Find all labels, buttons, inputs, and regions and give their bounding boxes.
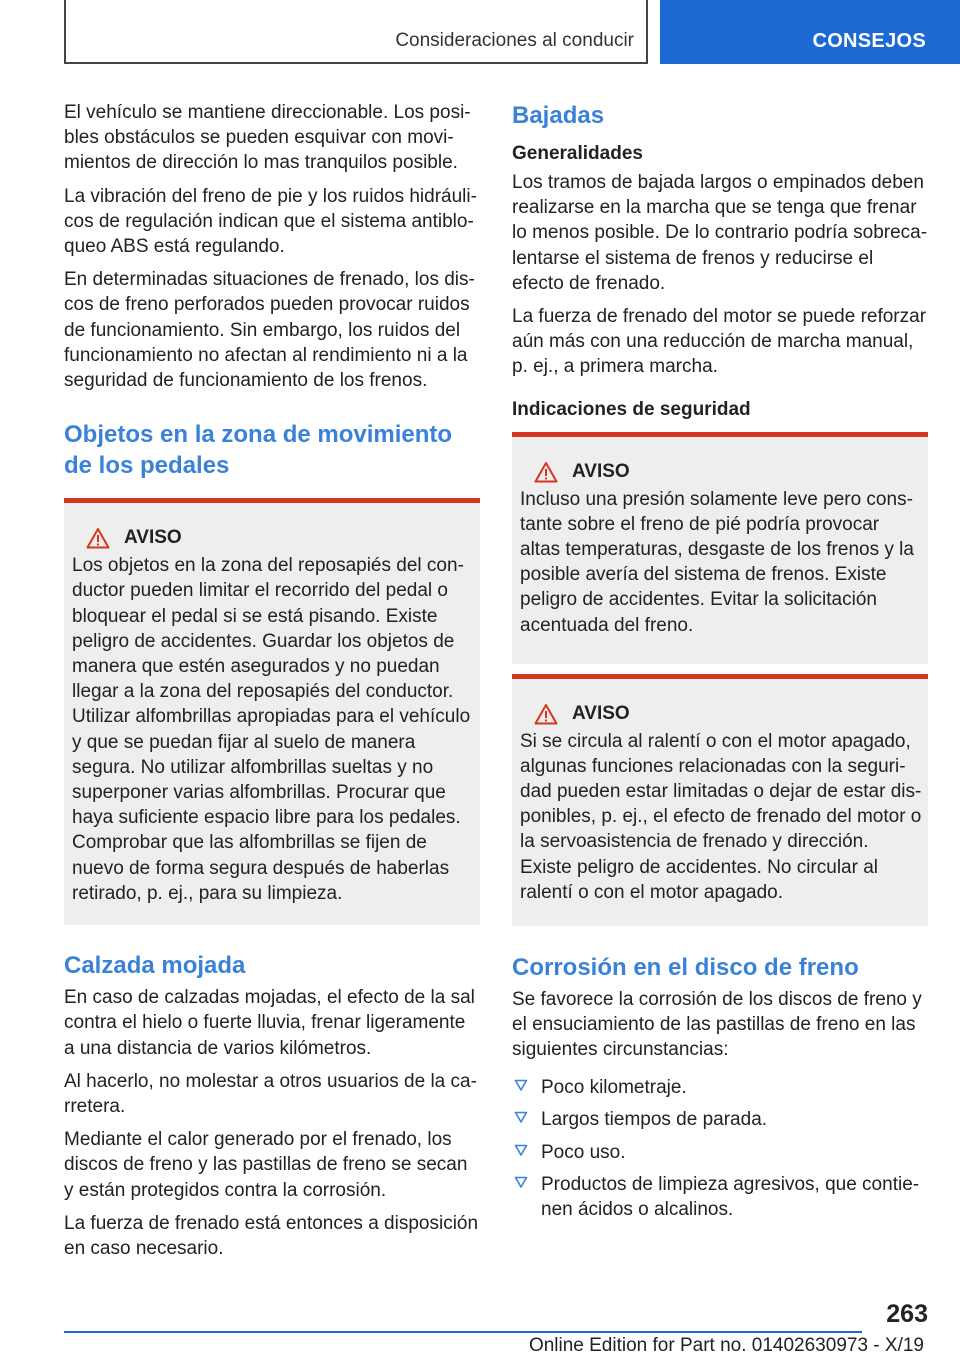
header-section-title: Consideraciones al conducir <box>395 30 634 51</box>
header-chapter-tab[interactable] <box>660 0 960 64</box>
page-number: 263 <box>886 1300 928 1328</box>
list-item-text: Productos de limpieza agresivos, que contienen ácidos o alcalinos. <box>541 1173 920 1221</box>
subheading-safety: Indicaciones de seguridad <box>512 398 751 420</box>
triangle-bullet-icon <box>514 1110 528 1124</box>
list-item <box>512 1172 928 1222</box>
warning-box-brake-pressure <box>512 432 928 664</box>
paragraph: Se favorece la corrosión de los discos de freno y el ensuciamiento de las pastillas de freno en las siguientes circunstancias: <box>512 988 922 1061</box>
warning-box-idle <box>512 674 928 926</box>
paragraph: Mediante el calor generado por el frenado, los discos de freno y las pastillas de freno se secan y están protegidos contra la corrosión. <box>64 1129 468 1201</box>
paragraph: El vehículo se mantiene direccionable. Los posibles obstáculos se pueden esquivar con movimientos de dirección lo mas tranquilos posible. <box>64 102 471 174</box>
subheading-general: Generalidades <box>512 143 643 164</box>
warning-title: AVISO <box>572 460 630 482</box>
warning-title: AVISO <box>572 702 630 724</box>
heading-wet-road: Calzada mojada <box>64 952 246 980</box>
heading-descents: Bajadas <box>512 102 605 129</box>
paragraph: Al hacerlo, no molestar a otros usuarios de la carretera. <box>64 1070 477 1118</box>
header-chapter-title: CONSEJOS <box>812 30 926 52</box>
triangle-bullet-icon <box>514 1143 528 1157</box>
warning-text: Los objetos en la zona del reposapiés del conductor pueden limitar el recorrido del pedal o bloquear el pedal si se está pisando. Existe peligro de accidentes. Guardar los objetos de manera que estén asegurados y no puedan llegar a la zona del reposapiés del conductor. Utilizar alfombrillas apropiadas para el vehículo y que se puedan fijar al suelo de manera segura. No utilizar alfombrillas sueltas y no superponer varias alfombrillas. Procurar que haya suficiente espacio libre para los pedales. Comprobar que las alfombrillas se fijen de nuevo de forma segura después de haberlas retirado, p. ej., para su limpieza. <box>72 555 471 904</box>
warning-triangle-icon <box>534 461 558 483</box>
list-item-text: Poco uso. <box>541 1141 626 1163</box>
warning-triangle-icon <box>534 703 558 725</box>
footer-edition: Online Edition for Part no. 01402630973 - X/19 <box>528 1335 924 1356</box>
warning-title: AVISO <box>124 527 182 549</box>
paragraph: La fuerza de frenado está entonces a disposición en caso necesario. <box>64 1212 479 1260</box>
triangle-bullet-icon <box>514 1175 528 1189</box>
warning-box-pedals <box>64 498 480 925</box>
warning-text: Incluso una presión solamente leve pero constante sobre el freno de pié podría provocar altas temperaturas, desgaste de los frenos y la posible avería del sistema de frenos. Existe peligro de accidentes. Evitar la solicitación acentuada del freno. <box>520 488 914 636</box>
paragraph: Los tramos de bajada largos o empinados deben realizarse en la marcha que se tenga que frenar lo menos posible. De lo contrario podría sobrecalentarse el sistema de frenos y reducirse el efecto de frenado. <box>512 172 928 294</box>
paragraph: La vibración del freno de pie y los ruidos hidráulicos de regulación indican que el sistema antibloqueo ABS está regulando. <box>64 185 477 258</box>
heading-corrosion: Corrosión en el disco de freno <box>512 953 859 981</box>
list-item-text: Largos tiempos de parada. <box>541 1109 768 1131</box>
list-item <box>512 1107 928 1132</box>
header-section-box <box>64 0 648 64</box>
warning-text: Si se circula al ralentí o con el motor apagado, algunas funciones relacionadas con la seguridad pueden estar limitadas o dejar de estar disponibles, p. ej., el efecto de frenado del motor o la servoasistencia de frenado y dirección. Existe peligro de accidentes. No circular al ralentí o con el motor apagado. <box>520 730 922 903</box>
paragraph: En determinadas situaciones de frenado, los discos de freno perforados pueden provocar ruidos de funcionamiento. Sin embargo, los ruidos del funcionamiento no afectan al rendimiento ni a la seguridad de funcionamiento de los frenos. <box>64 269 475 392</box>
list-item-text: Poco kilometraje. <box>541 1077 687 1099</box>
triangle-bullet-icon <box>514 1078 528 1092</box>
corrosion-list <box>512 1075 928 1222</box>
right-column <box>512 100 928 1229</box>
list-item <box>512 1140 928 1165</box>
footer-divider <box>64 1331 862 1333</box>
paragraph: En caso de calzadas mojadas, el efecto de la sal contra el hielo o fuerte lluvia, frenar ligeramente a una distancia de varios kilómetros. <box>64 987 475 1059</box>
paragraph: La fuerza de frenado del motor se puede reforzar aún más con una reducción de marcha manual, p. ej., a primera marcha. <box>512 306 927 378</box>
left-column <box>64 100 480 1269</box>
list-item <box>512 1075 928 1100</box>
warning-triangle-icon <box>86 527 110 549</box>
heading-pedals: Objetos en la zona de movimiento de los pedales <box>64 421 453 480</box>
